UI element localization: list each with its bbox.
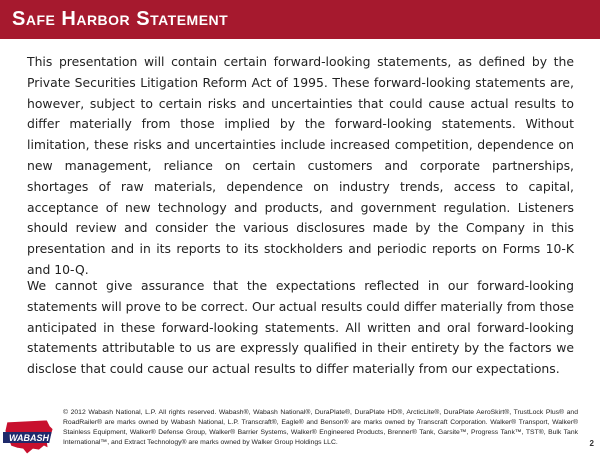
copyright-notice: © 2012 Wabash National, L.P. All rights reserved. Wabash®, Wabash National®, DuraPlate®, DuraPlate HD®, ArcticLite®, DuraPlate AeroSkirt®, TrustLock Plus® and RoadRailer® are marks owned by Wabash National, L.P. Transcraft®, Eagle® and Benson® are marks owned by Transcraft Corporation. Walker® Transport, Walker® Stainless Equipment, Walker® Defense Group, Walker® Barrier Systems, Walker® Engineered Products, Brenner® Tank, Garsite™, Progress Tank™, TST®, Bulk Tank International™, and Extract Technology® are marks owned by Walker Group Holdings LLC. xyxy=(63,409,578,446)
wabash-logo xyxy=(3,416,55,464)
safe-harbor-paragraph-2: We cannot give assurance that the expectations reflected in our forward-looking statements will prove to be correct. Our actual results could differ materially from those anticipated in these forward-looking statements. All written and oral forward-looking statements attributable to us are expressly qualified in their entirety by the factors we disclose that could cause our actual results to differ materially from our expectations. xyxy=(27,278,574,377)
page-number: 2 xyxy=(589,439,594,448)
logo-wordmark: WABASH xyxy=(9,433,49,443)
usa-map-logo-icon xyxy=(3,416,55,464)
header-bar xyxy=(0,0,600,39)
page-title: Safe Harbor Statement xyxy=(12,8,229,30)
safe-harbor-paragraph-1: This presentation will contain certain forward-looking statements, as defined by the Private Securities Litigation Reform Act of 1995. These forward-looking statements are, however, subject to certain risks and uncertainties that could cause actual results to differ materially from those implied by the forward-looking statements. Without limitation, these risks and uncertainties include increased competition, dependence on new management, reliance on certain customers and corporate partnerships, shortages of raw materials, dependence on industry trends, access to capital, acceptance of new technology and products, and government regulation. Listeners should review and consider the various disclosures made by the Company in this presentation and in its reports to its stockholders and periodic reports on Forms 10-K and 10-Q. xyxy=(27,54,574,277)
